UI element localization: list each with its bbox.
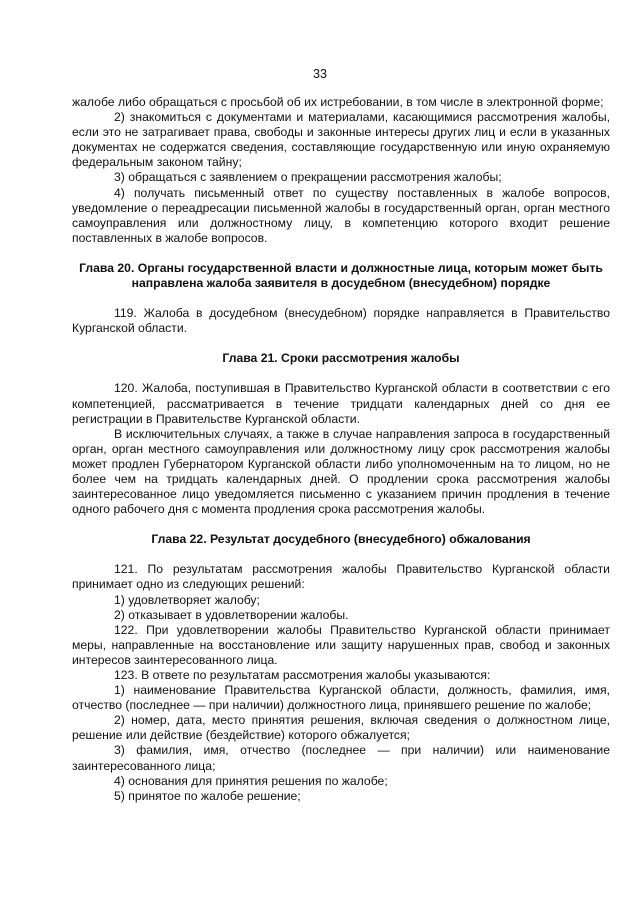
page-number: 33 [313,67,327,81]
paragraph-120-extension: В исключительных случаях, а также в случае направления запроса в государственный орган, орган местного самоуправления или должностному лицу срок рассмотрения жалобы может продлен Губернатором Курганской области либо уполномоченным на то лицом, но не более чем на тридцать календарных дней. О продлении срока рассмотрения жалобы заинтересованное лицо уведомляется письменно с указанием причин продления в течение одного рабочего дня с момента продления срока рассмотрения жалобы. [72,426,610,517]
list-item: 3) обращаться с заявлением о прекращении рассмотрения жалобы; [114,170,502,185]
list-item: 4) основания для принятия решения по жалобе; [114,773,388,788]
chapter-22-heading: Глава 22. Результат досудебного (внесудебного) обжалования [151,532,531,547]
chapter-21-heading: Глава 21. Сроки рассмотрения жалобы [222,351,460,366]
chapter-20-heading: Глава 20. Органы государственной власти и должностные лица, которым может быть направлена жалоба заявителя в досудебном (внесудебном) порядке [79,260,603,291]
paragraph-121: 121. По результатам рассмотрения жалобы Правительство Курганской области принимает одно из следующих решений: [72,562,610,592]
paragraph-continuation: жалобе либо обращаться с просьбой об их истребовании, в том числе в электронной форме; [72,95,604,109]
list-item: 2) отказывает в удовлетворении жалобы. [114,607,349,622]
list-item: 3) фамилия, имя, отчество (последнее — при наличии) или наименование заинтересованного лица; [72,743,610,773]
list-item: 2) знакомиться с документами и материалами, касающимися рассмотрения жалобы, если это не затрагивает права, свободы и законные интересы других лиц и если в указанных документах не содержатся сведения, составляющие государственную или иную охраняемую федеральным законом тайну; [72,110,610,170]
paragraph-122: 122. При удовлетворении жалобы Правительство Курганской области принимает меры, направленные на восстановление или защиту нарушенных прав, свобод и законных интересов заинтересованного лица. [72,622,610,667]
list-item: 5) принятое по жалобе решение; [114,788,301,803]
list-item: 2) номер, дата, место принятия решения, включая сведения о должностном лице, решение или действие (бездействие) которого обжалуется; [72,713,610,743]
paragraph-119: 119. Жалоба в досудебном (внесудебном) порядке направляется в Правительство Курганской области. [72,306,610,336]
spacer [72,336,610,351]
list-item: 1) наименование Правительства Курганской области, должность, фамилия, имя, отчество (последнее — при наличии) должностного лица, принявшего решение по жалобе; [72,683,610,713]
paragraph-123: 123. В ответе по результатам рассмотрения жалобы указываются: [114,668,491,682]
spacer [72,517,610,532]
paragraph-120: 120. Жалоба, поступившая в Правительство Курганской области в соответствии с его компетенцией, рассматривается в течение тридцати календарных дней со дня ее регистрации в Правительстве Курганской области. [72,381,610,426]
list-item: 1) удовлетворяет жалобу; [114,592,260,607]
spacer [72,291,610,306]
list-item: 4) получать письменный ответ по существу поставленных в жалобе вопросов, уведомление о переадресации письменной жалобы в государственный орган, орган местного самоуправления или должностному лицу, в компетенцию которого входит решение поставленных в жалобе вопросов. [72,185,610,245]
spacer [72,547,610,562]
spacer [72,366,610,381]
spacer [72,246,610,261]
page-content [72,95,610,804]
